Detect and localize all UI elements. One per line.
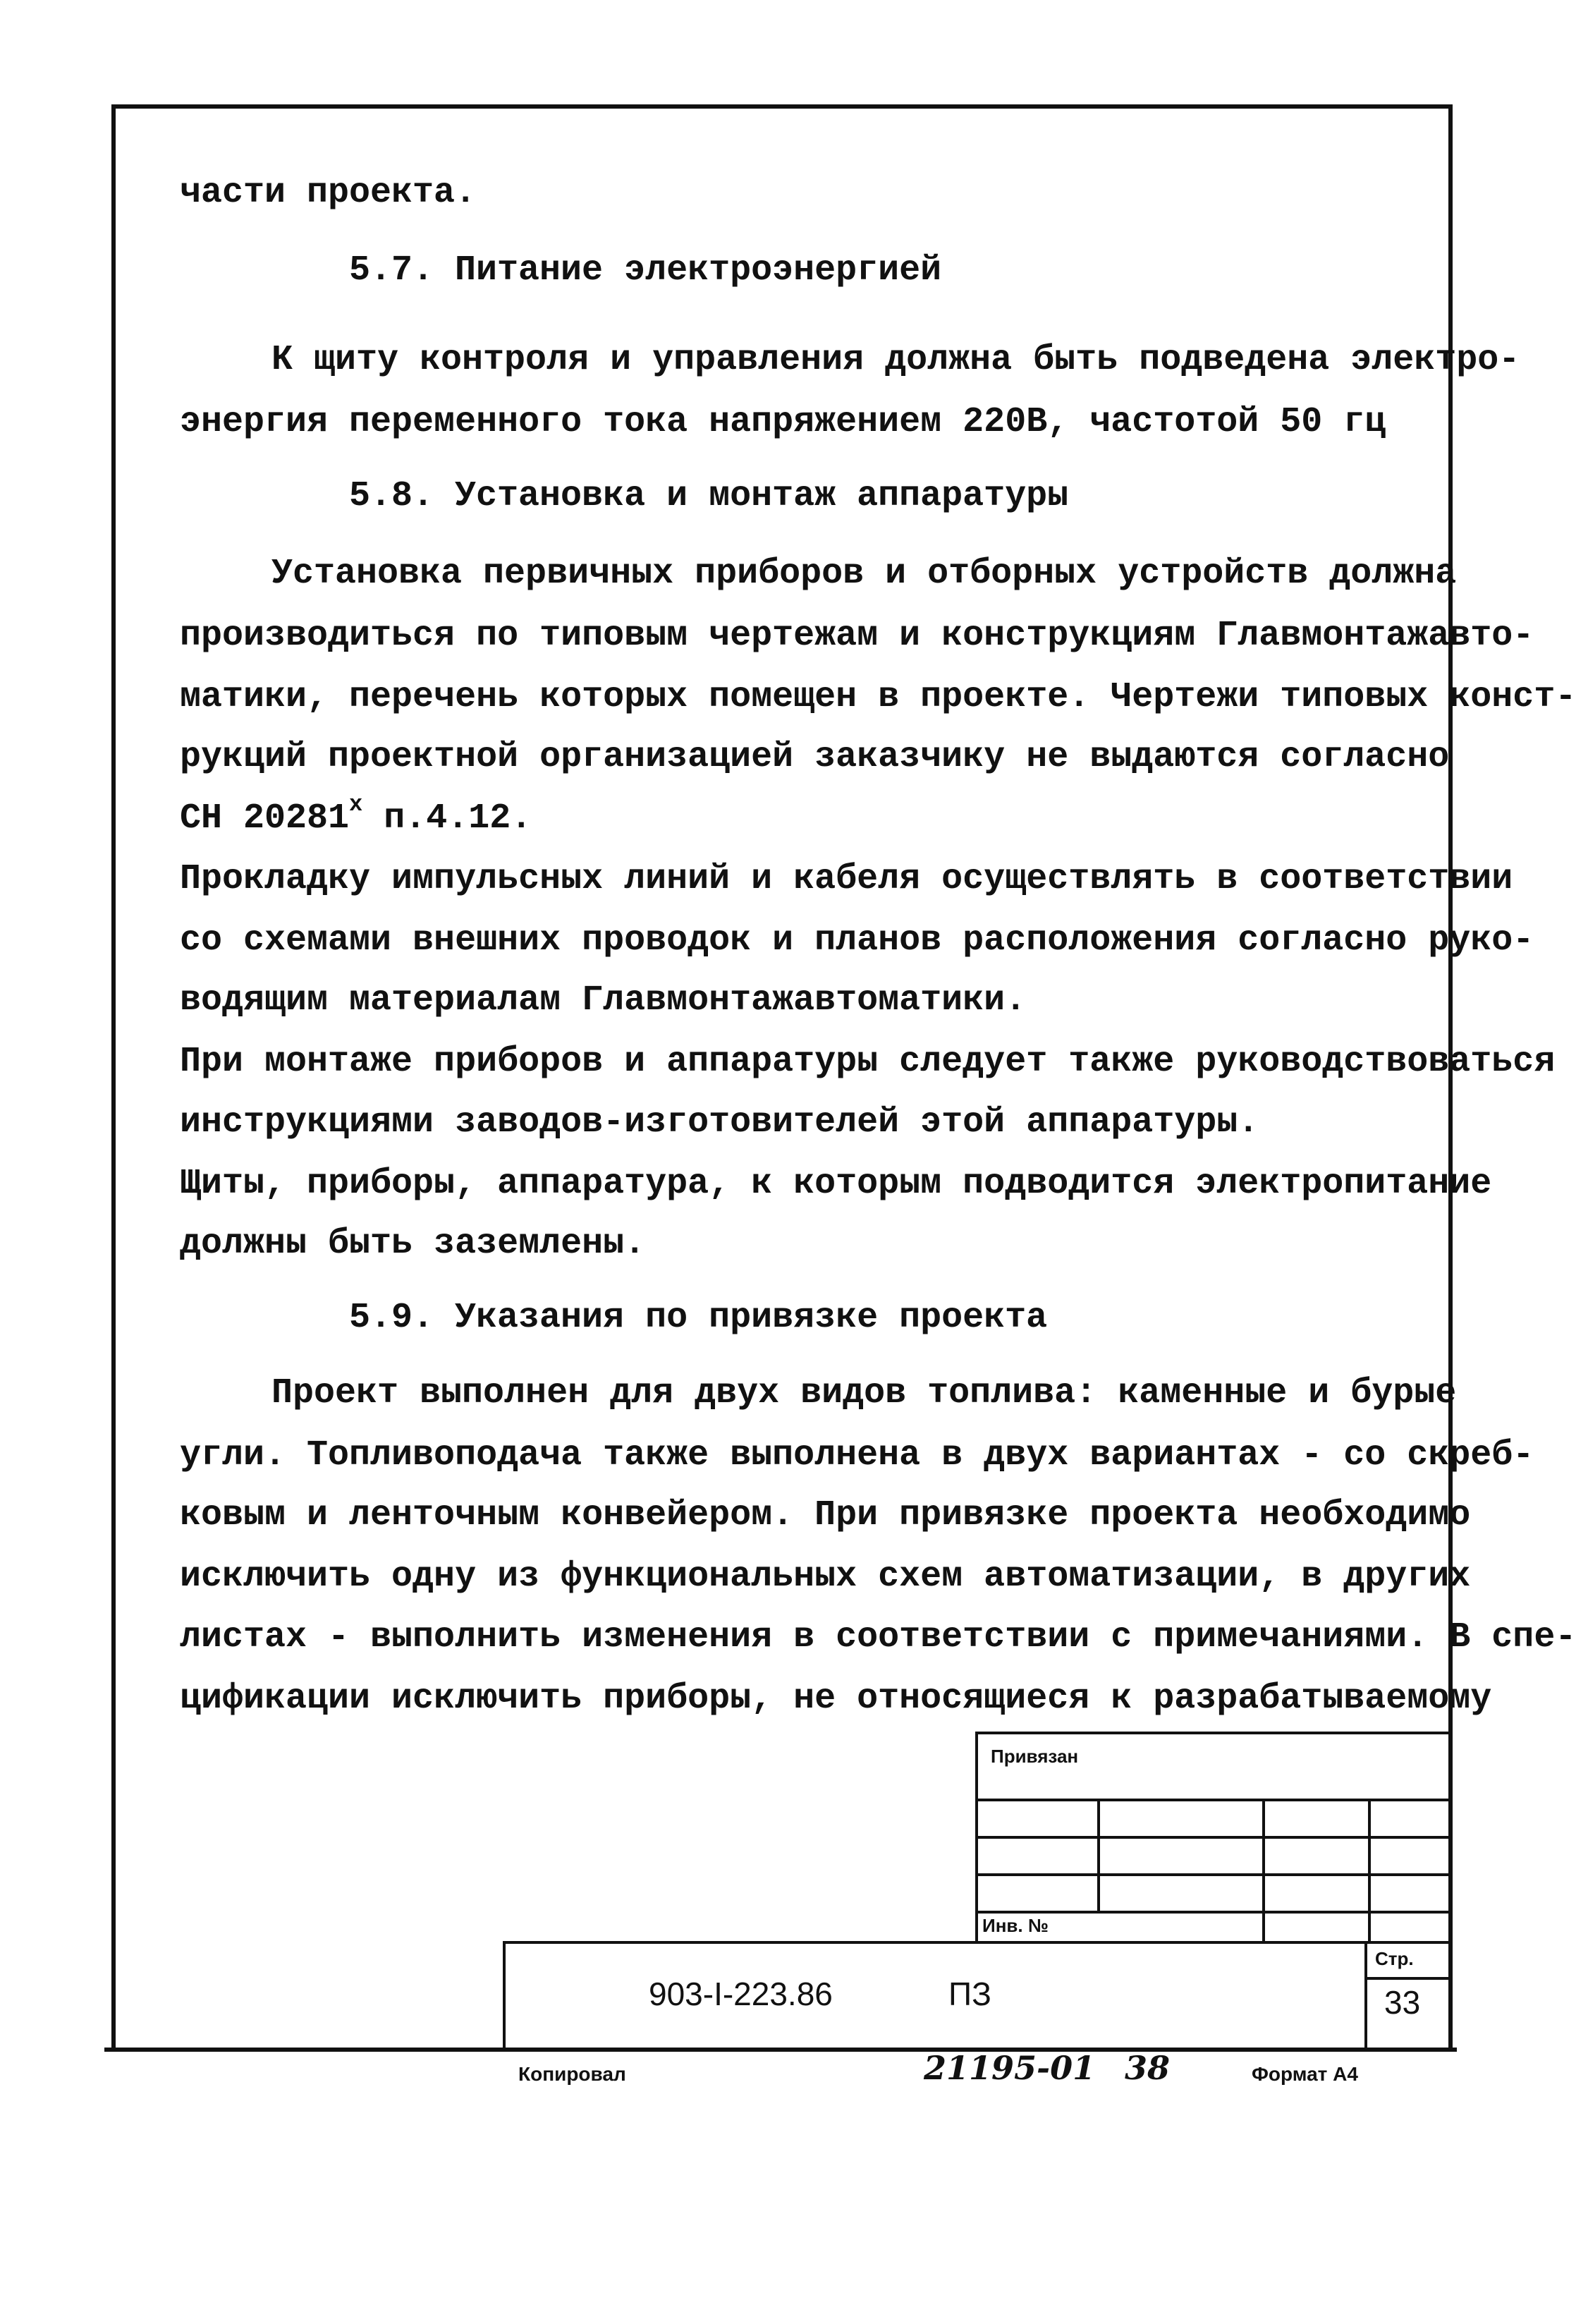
text-line: со схемами внешних проводок и планов расположения согласно руко- — [180, 920, 1534, 961]
text-line: должны быть заземлены. — [180, 1224, 646, 1264]
document-type: ПЗ — [948, 1976, 991, 2012]
page-label: Стр. — [1375, 1948, 1414, 1969]
section-heading-5-7: 5.7. Питание электроэнергией — [349, 250, 942, 291]
text-line: Проект выполнен для двух видов топлива: каменные и бурые — [271, 1373, 1457, 1413]
text-line: рукций проектной организацией заказчику не выдаются согласно — [180, 737, 1450, 777]
text-line: исключить одну из функциональных схем автоматизации, в других — [180, 1557, 1471, 1597]
text-line: ковым и ленточным конвейером. При привязке проекта необходимо — [180, 1495, 1471, 1535]
copied-by-label: Копировал — [518, 2063, 626, 2085]
clause-ref: п.4.12. — [362, 798, 532, 839]
page-number: 33 — [1384, 1984, 1421, 2021]
text-line: При монтаже приборов и аппаратуры следует также руководствоваться — [180, 1042, 1556, 1082]
document-code: 903-I-223.86 — [649, 1976, 833, 2012]
text-line: производиться по типовым чертежам и конструкциям Главмонтажавто- — [180, 616, 1534, 656]
text-line: Прокладку импульсных линий и кабеля осуществлять в соответствии — [180, 859, 1513, 899]
frame-bottom-line — [104, 2048, 1457, 2052]
text-line-reference — [180, 791, 532, 839]
text-line: матики, перечень которых помещен в проекте. Чертежи типовых конст- — [180, 677, 1577, 717]
inventory-label: Инв. № — [982, 1915, 1049, 1936]
privyazan-label: Привязан — [991, 1746, 1079, 1767]
text-line: К щиту контроля и управления должна быть подведена электро- — [271, 340, 1520, 380]
text-line: энергия переменного тока напряжением 220В, частотой 50 гц — [180, 402, 1386, 442]
text-line: Щиты, приборы, аппаратура, к которым подводится электропитание — [180, 1164, 1492, 1204]
text-line: инструкциями заводов-изготовителей этой аппаратуры. — [180, 1102, 1259, 1143]
text-line: цификации исключить приборы, не относящиеся к разрабатываемому — [180, 1679, 1492, 1719]
text-line: Установка первичных приборов и отборных устройств должна — [271, 554, 1457, 594]
section-heading-5-8: 5.8. Установка и монтаж аппаратуры — [349, 476, 1069, 516]
section-heading-5-9: 5.9. Указания по привязке проекта — [349, 1298, 1048, 1338]
handwritten-sheet: 38 — [1125, 2049, 1171, 2087]
text-line: листах - выполнить изменения в соответствии с примечаниями. В спе- — [180, 1617, 1577, 1657]
text-line: водящим материалам Главмонтажавтоматики. — [180, 980, 1027, 1021]
text-line: угли. Топливоподача также выполнена в двух вариантах - со скреб- — [180, 1435, 1534, 1476]
standard-ref: СН 20281 — [180, 798, 350, 839]
text-line: части проекта. — [180, 173, 477, 213]
format-label: Формат А4 — [1252, 2063, 1358, 2085]
standard-superscript: х — [349, 791, 363, 817]
handwritten-number: 21195-01 — [924, 2049, 1096, 2087]
